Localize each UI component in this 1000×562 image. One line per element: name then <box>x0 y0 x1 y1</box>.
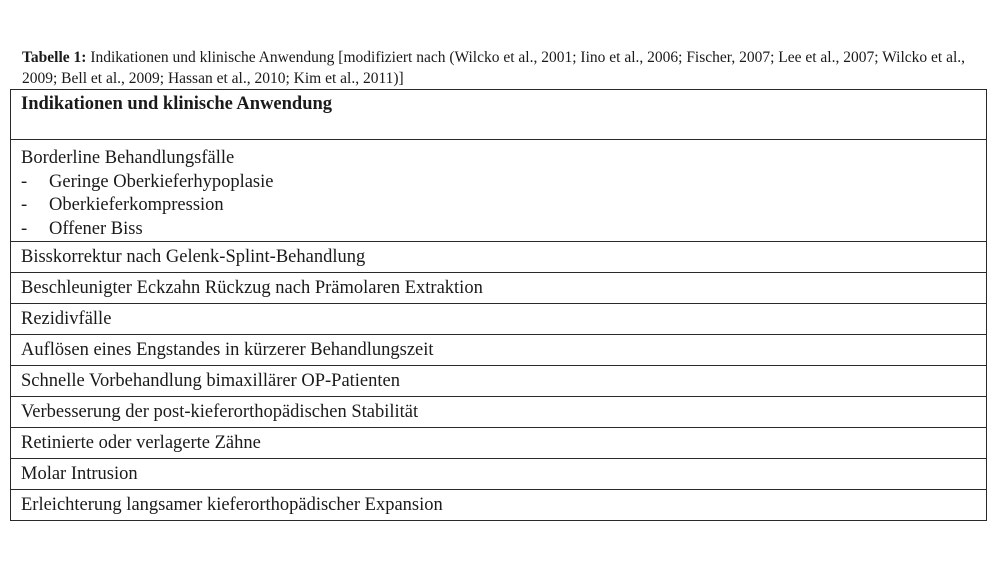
table-cell: Auflösen eines Engstandes in kürzerer Behandlungszeit <box>11 335 987 366</box>
table-row-borderline <box>11 140 987 242</box>
list-item-text: Offener Biss <box>49 218 143 239</box>
table-cell: Schnelle Vorbehandlung bimaxillärer OP-Patienten <box>11 366 987 397</box>
table-cell: Molar Intrusion <box>11 459 987 490</box>
table-caption <box>22 47 982 89</box>
list-item <box>21 218 986 242</box>
table-cell: Bisskorrektur nach Gelenk-Splint-Behandlung <box>11 242 987 273</box>
list-item <box>21 194 986 218</box>
table-cell: Rezidivfälle <box>11 304 987 335</box>
table-row <box>11 428 987 459</box>
table-cell: Erleichterung langsamer kieferorthopädischer Expansion <box>11 490 987 521</box>
table-row <box>11 397 987 428</box>
list-dash: - <box>21 195 28 215</box>
table-row <box>11 242 987 273</box>
list-dash: - <box>21 218 28 239</box>
table-row <box>11 366 987 397</box>
table-row <box>11 490 987 521</box>
table-header-row <box>11 90 987 140</box>
table-header-cell: Indikationen und klinische Anwendung <box>11 90 987 140</box>
list-dash: - <box>21 171 28 192</box>
caption-text: Indikationen und klinische Anwendung [modifiziert nach (Wilcko et al., 2001; Iino et al., 2006; Fischer, 2007; Lee et al., 2007; Wilcko et al., 2009; Bell et al., 2009; Hassan et al., 2010; Kim et al., 2011)] <box>22 49 966 87</box>
table-cell: Retinierte oder verlagerte Zähne <box>11 428 987 459</box>
borderline-cell <box>11 140 987 242</box>
table-cell: Beschleunigter Eckzahn Rückzug nach Prämolaren Extraktion <box>11 273 987 304</box>
table-row <box>11 335 987 366</box>
caption-label: Tabelle 1: <box>22 49 87 66</box>
table-row <box>11 273 987 304</box>
table-cell: Verbesserung der post-kieferorthopädischen Stabilität <box>11 397 987 428</box>
list-item-text: Oberkieferkompression <box>49 195 224 215</box>
list-item <box>21 171 986 195</box>
borderline-title: Borderline Behandlungsfälle <box>21 148 235 168</box>
list-item-text: Geringe Oberkieferhypoplasie <box>49 171 274 192</box>
table-row <box>11 304 987 335</box>
table-row <box>11 459 987 490</box>
indications-table <box>10 89 987 521</box>
